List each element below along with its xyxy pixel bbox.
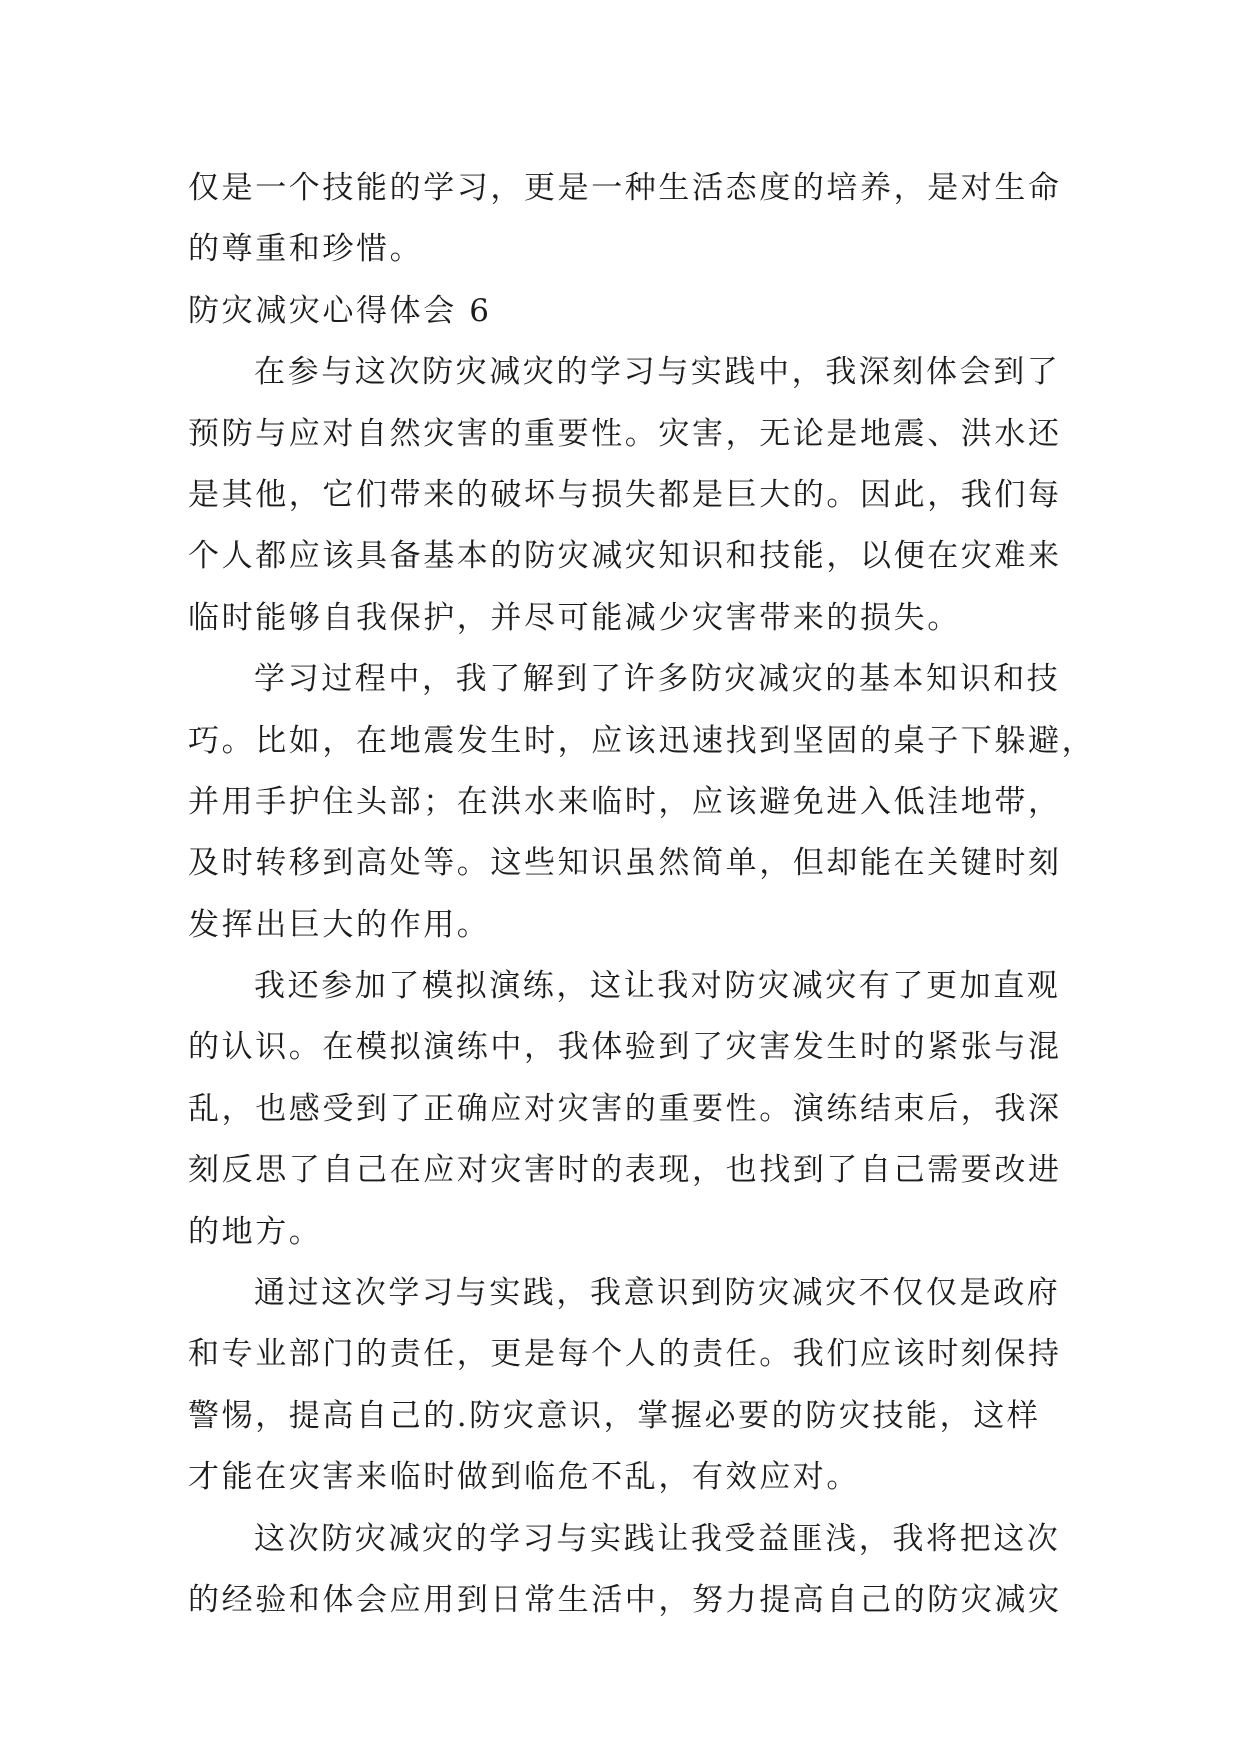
body-line: 的地方。 — [188, 1213, 323, 1250]
body-line: 乱，也感受到了正确应对灾害的重要性。演练结束后，我深 — [188, 1090, 1062, 1127]
body-line: 的经验和体会应用到日常生活中，努力提高自己的防灾减灾 — [188, 1581, 1062, 1618]
body-line: 预防与应对自然灾害的重要性。灾害，无论是地震、洪水还 — [188, 415, 1062, 452]
paragraph-first-line: 我还参加了模拟演练，这让我对防灾减灾有了更加直观 — [254, 968, 1061, 1005]
body-line: 的认识。在模拟演练中，我体验到了灾害发生时的紧张与混 — [188, 1029, 1062, 1066]
body-line: 并用手护住头部；在洪水来临时，应该避免进入低洼地带， — [188, 783, 1062, 820]
body-line: 警惕，提高自己的.防灾意识，掌握必要的防灾技能，这样 — [188, 1397, 1041, 1434]
body-line: 才能在灾害来临时做到临危不乱，有效应对。 — [188, 1459, 860, 1496]
body-line: 个人都应该具备基本的防灾减灾知识和技能，以便在灾难来 — [188, 538, 1062, 575]
body-line: 和专业部门的责任，更是每个人的责任。我们应该时刻保持 — [188, 1336, 1062, 1373]
document-body — [188, 158, 1096, 1631]
paragraph-first-line: 这次防灾减灾的学习与实践让我受益匪浅，我将把这次 — [254, 1520, 1061, 1557]
body-line: 的尊重和珍惜。 — [188, 231, 424, 268]
body-line: 巧。比如，在地震发生时，应该迅速找到坚固的桌子下躲避， — [188, 722, 1096, 759]
body-line: 及时转移到高处等。这些知识虽然简单，但却能在关键时刻 — [188, 845, 1062, 882]
body-line: 刻反思了自己在应对灾害时的表现，也找到了自己需要改进 — [188, 1152, 1062, 1189]
paragraph-first-line: 通过这次学习与实践，我意识到防灾减灾不仅仅是政府 — [254, 1275, 1061, 1312]
section-heading: 防灾减灾心得体会 6 — [188, 292, 492, 329]
paragraph-first-line: 在参与这次防灾减灾的学习与实践中，我深刻体会到了 — [254, 354, 1061, 391]
body-line: 是其他，它们带来的破坏与损失都是巨大的。因此，我们每 — [188, 476, 1062, 513]
body-line: 仅是一个技能的学习，更是一种生活态度的培养，是对生命 — [188, 170, 1062, 206]
paragraph-first-line: 学习过程中，我了解到了许多防灾减灾的基本知识和技 — [254, 661, 1061, 698]
body-line: 临时能够自我保护，并尽可能减少灾害带来的损失。 — [188, 599, 961, 636]
body-line: 发挥出巨大的作用。 — [188, 906, 491, 943]
